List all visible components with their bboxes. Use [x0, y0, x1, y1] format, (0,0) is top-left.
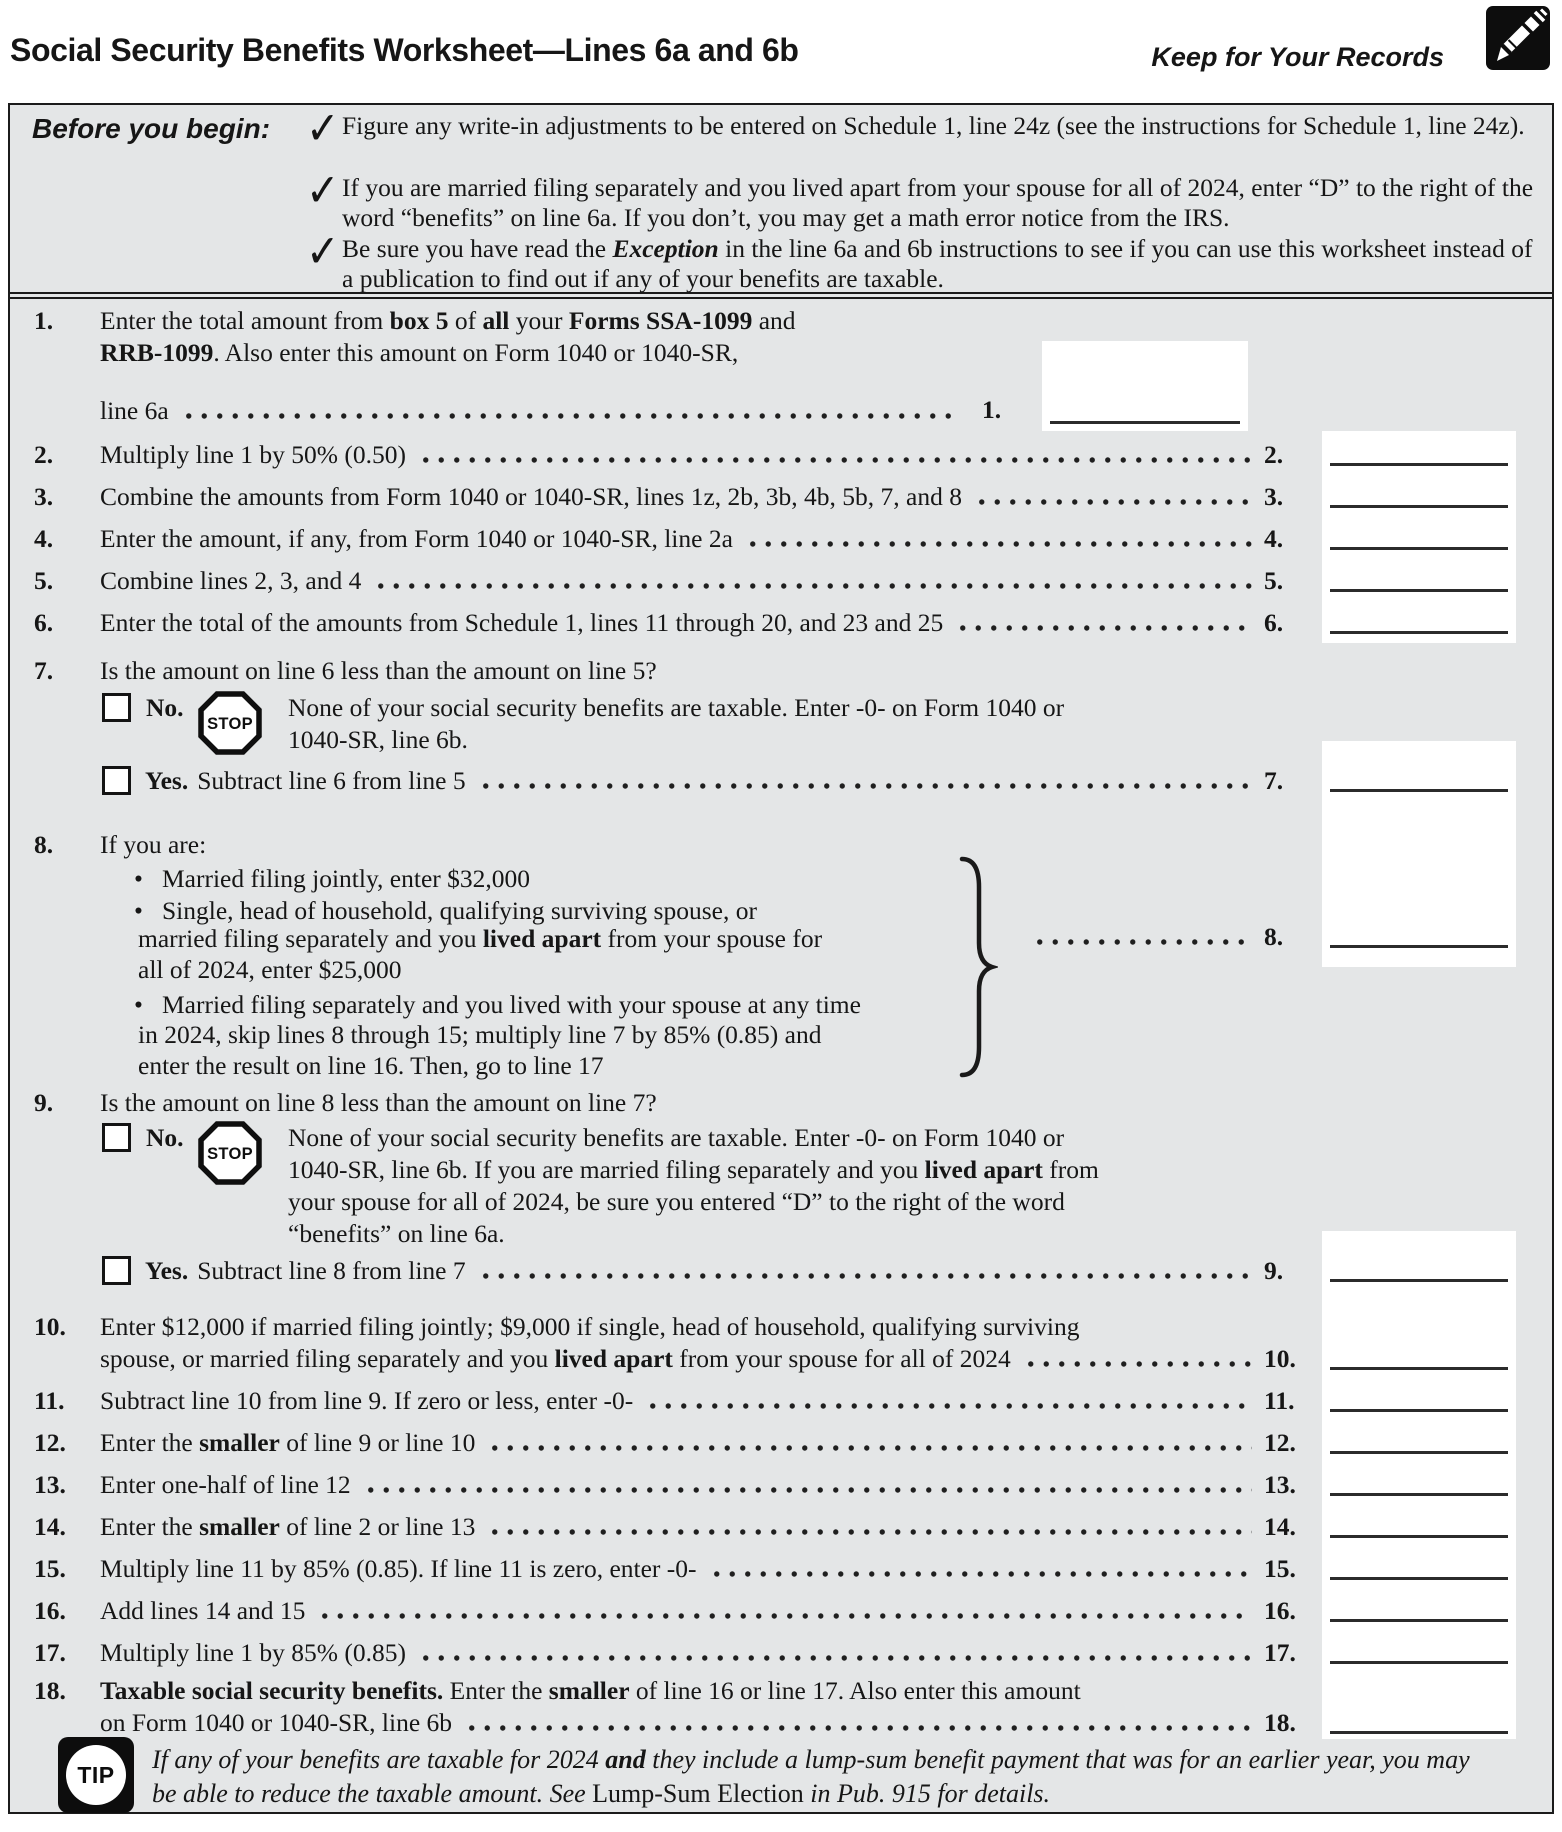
line-10-number: 10.: [34, 1312, 66, 1341]
line-14-text: Enter the smaller of line 2 or line 13: [100, 1512, 476, 1541]
line-2-number: 2.: [34, 440, 54, 469]
amount-field-line-1[interactable]: [1050, 421, 1240, 424]
amount-field-line-11[interactable]: [1330, 1409, 1508, 1412]
line-9-yes-label: Yes.: [145, 1256, 189, 1285]
line-9-ref-label: 9.: [1264, 1256, 1284, 1285]
line-6-ref-label: 6.: [1264, 608, 1284, 637]
line-7-no-label: No.: [146, 693, 184, 722]
amount-field-line-10[interactable]: [1330, 1367, 1508, 1370]
line-13-row: [34, 1469, 1314, 1499]
line-8-bullet-2-text-2: married filing separately and you lived apart from your spouse for: [138, 924, 823, 953]
pencil-icon: [1486, 6, 1550, 70]
dotted-leader: [315, 1595, 1252, 1625]
line-9-number: 9.: [34, 1088, 54, 1117]
amount-field-line-8[interactable]: [1330, 945, 1508, 948]
line-1-row-1: [34, 305, 1034, 335]
line-15-number: 15.: [34, 1554, 66, 1583]
line-9-no-text-2: 1040-SR, line 6b. If you are married filing separately and you lived apart from: [288, 1155, 1099, 1184]
line-17-number: 17.: [34, 1638, 66, 1667]
dotted-leader: [485, 1427, 1252, 1457]
stop-icon-label: STOP: [207, 715, 253, 733]
line-15-ref-label: 15.: [1264, 1554, 1296, 1583]
line-8-question-row: [34, 829, 934, 859]
line-6-text: Enter the total of the amounts from Schedule 1, lines 11 through 20, and 23 and 25: [100, 608, 944, 637]
dotted-leader: [1030, 921, 1252, 951]
worksheet-body: [8, 103, 1554, 1814]
check-icon: ✓: [306, 102, 340, 156]
line-14-number: 14.: [34, 1512, 66, 1541]
line-4-ref-label: 4.: [1264, 524, 1284, 553]
line-16-row: [34, 1595, 1314, 1625]
line-1-ref-label: 1.: [982, 395, 1002, 424]
dotted-leader: [361, 1469, 1252, 1499]
dotted-leader: [953, 607, 1252, 637]
bullet-icon: •: [134, 896, 143, 925]
tip-icon: [58, 1737, 134, 1813]
line-12-number: 12.: [34, 1428, 66, 1457]
amount-field-line-4[interactable]: [1330, 547, 1508, 550]
dotted-leader: [371, 565, 1252, 595]
line-8-bullet-2: [134, 895, 954, 925]
amount-field-line-2[interactable]: [1330, 463, 1508, 466]
keep-for-records-label: Keep for Your Records: [1151, 42, 1444, 72]
line-8-bullet-2-text-3: all of 2024, enter $25,000: [138, 955, 402, 984]
amount-field-line-5[interactable]: [1330, 589, 1508, 592]
line-11-ref-label: 11.: [1264, 1386, 1295, 1415]
line-17-text: Multiply line 1 by 85% (0.85): [100, 1638, 406, 1667]
line-10-ref-label: 10.: [1264, 1344, 1296, 1373]
bullet-icon: •: [134, 990, 143, 1019]
line-6-row: [34, 607, 1314, 637]
line-10-row-2: [34, 1343, 1314, 1373]
line-2-ref-label: 2.: [1264, 440, 1284, 469]
line-18-ref-label: 18.: [1264, 1708, 1296, 1737]
line-18-text-2: on Form 1040 or 1040-SR, line 6b: [100, 1708, 453, 1737]
line-2-row: [34, 439, 1314, 469]
amount-field-line-9[interactable]: [1330, 1279, 1508, 1282]
line-12-ref-label: 12.: [1264, 1428, 1296, 1457]
line-18-row-2: [34, 1707, 1314, 1737]
line-8-bullet-3-text-2: in 2024, skip lines 8 through 15; multiply line 7 by 85% (0.85) and: [138, 1020, 822, 1049]
dotted-leader: [1021, 1343, 1252, 1373]
line-1-text-2: RRB-1099. Also enter this amount on Form 1040 or 1040-SR,: [100, 338, 739, 367]
line-9-yes-text: Subtract line 8 from line 7: [197, 1256, 466, 1285]
amount-field-line-13[interactable]: [1330, 1493, 1508, 1496]
dotted-leader: [743, 523, 1252, 553]
dotted-leader: [179, 395, 952, 425]
line-17-ref-label: 17.: [1264, 1638, 1296, 1667]
bullet-icon: •: [134, 864, 143, 893]
line-8-number: 8.: [34, 830, 54, 859]
line-5-text: Combine lines 2, 3, and 4: [100, 566, 362, 595]
before-item-1-text: Figure any write-in adjustments to be entered on Schedule 1, line 24z (see the instructions for Schedule 1, line 24z).: [342, 111, 1525, 140]
before-item-2: [306, 164, 1547, 233]
line-4-row: [34, 523, 1314, 553]
stop-icon-label: STOP: [207, 1145, 253, 1163]
line-8-bullet-3-text-1: Married filing separately and you lived with your spouse at any time: [162, 990, 861, 1019]
line-8-bullet-3-text-3: enter the result on line 16. Then, go to line 17: [138, 1051, 604, 1080]
line-8-intro: If you are:: [100, 830, 207, 859]
stop-icon: [198, 691, 262, 755]
dotted-leader: [462, 1707, 1252, 1737]
line-1-row-2: [34, 337, 1034, 367]
line-11-number: 11.: [34, 1386, 65, 1415]
amount-field-line-7[interactable]: [1330, 789, 1508, 792]
line-15-text: Multiply line 11 by 85% (0.85). If line 11 is zero, enter -0-: [100, 1554, 697, 1583]
line-15-row: [34, 1553, 1314, 1583]
line-16-ref-label: 16.: [1264, 1596, 1296, 1625]
line-8-bullet-1-text: Married filing jointly, enter $32,000: [162, 864, 531, 893]
line-3-text: Combine the amounts from Form 1040 or 1040-SR, lines 1z, 2b, 3b, 4b, 5b, 7, and 8: [100, 482, 962, 511]
line-12-text: Enter the smaller of line 9 or line 10: [100, 1428, 476, 1457]
line-4-number: 4.: [34, 524, 54, 553]
line-3-ref-label: 3.: [1264, 482, 1284, 511]
line-16-text: Add lines 14 and 15: [100, 1596, 306, 1625]
check-icon: ✓: [306, 164, 340, 218]
amount-field-line-3[interactable]: [1330, 505, 1508, 508]
brace-icon: [954, 855, 998, 1079]
line-7-no-text-1: None of your social security benefits are taxable. Enter -0- on Form 1040 or: [288, 693, 1065, 722]
line-1-text-3: line 6a: [100, 396, 169, 425]
line-9-no-text-1: None of your social security benefits are taxable. Enter -0- on Form 1040 or: [288, 1123, 1065, 1152]
line-7-question-row: [34, 655, 1034, 685]
line-13-text: Enter one-half of line 12: [100, 1470, 351, 1499]
line-17-row: [34, 1637, 1314, 1667]
line-7-no-text-2: 1040-SR, line 6b.: [288, 725, 468, 754]
line-18-number: 18.: [34, 1676, 66, 1705]
amount-field-line-14[interactable]: [1330, 1535, 1508, 1538]
checkbox-line-9-yes[interactable]: [102, 1256, 131, 1285]
line-7-yes-text: Subtract line 6 from line 5: [197, 766, 466, 795]
dotted-leader: [643, 1385, 1252, 1415]
line-1-row-3: [34, 395, 960, 425]
line-8-bullet-2-text-1: Single, head of household, qualifying surviving spouse, or: [162, 896, 757, 925]
line-9-yes-row: [102, 1255, 1314, 1285]
line-13-ref-label: 13.: [1264, 1470, 1296, 1499]
dotted-leader: [476, 765, 1252, 795]
tip-icon-label: TIP: [66, 1745, 126, 1805]
line-9-no-label: No.: [146, 1123, 184, 1152]
check-icon: ✓: [306, 225, 340, 279]
line-7-number: 7.: [34, 656, 54, 685]
line-10-row-1: [34, 1311, 1314, 1341]
before-item-2-text: If you are married filing separately and you lived apart from your spouse for all of 2024, enter “D” to the right of the word “benefits” on line 6a. If you don’t, you may get a math error notice from the IRS.: [342, 173, 1534, 232]
amount-field-line-17[interactable]: [1330, 1661, 1508, 1664]
line-10-text-2: spouse, or married filing separately and you lived apart from your spouse for all of 2024: [100, 1344, 1011, 1373]
line-9-question: Is the amount on line 8 less than the amount on line 7?: [100, 1088, 657, 1117]
checkbox-line-7-no[interactable]: [102, 693, 131, 722]
checkbox-line-7-yes[interactable]: [102, 766, 131, 795]
line-7-yes-row: [102, 765, 1314, 795]
line-3-row: [34, 481, 1314, 511]
dotted-leader: [416, 1637, 1252, 1667]
line-2-text: Multiply line 1 by 50% (0.50): [100, 440, 406, 469]
line-11-row: [34, 1385, 1314, 1415]
before-item-3: [306, 225, 1547, 294]
line-5-number: 5.: [34, 566, 54, 595]
line-10-text-1: Enter $12,000 if married filing jointly; $9,000 if single, head of household, qualifying surviving: [100, 1312, 1080, 1341]
line-18-text-1: Taxable social security benefits. Enter the smaller of line 16 or line 17. Also enter this amount: [100, 1676, 1081, 1705]
amount-field-line-12[interactable]: [1330, 1451, 1508, 1454]
line-8-bullet-1: [134, 863, 954, 893]
line-5-row: [34, 565, 1314, 595]
stop-icon: [198, 1121, 262, 1185]
line-9-no-text-3: your spouse for all of 2024, be sure you entered “D” to the right of the word: [288, 1187, 1065, 1216]
dotted-leader: [972, 481, 1252, 511]
dotted-leader: [485, 1511, 1252, 1541]
amount-box-line-1: [1042, 341, 1248, 431]
before-item-3-text: Be sure you have read the Exception in the line 6a and 6b instructions to see if you can use this worksheet instead of a publication to find out if any of your benefits are taxable.: [342, 234, 1533, 293]
line-16-number: 16.: [34, 1596, 66, 1625]
worksheet-lines-area: [10, 299, 1552, 1812]
dotted-leader: [416, 439, 1252, 469]
line-8-ref-label: 8.: [1264, 922, 1284, 951]
amount-field-line-16[interactable]: [1330, 1619, 1508, 1622]
amount-field-line-18[interactable]: [1330, 1731, 1508, 1734]
line-3-number: 3.: [34, 482, 54, 511]
before-item-1: [306, 102, 1547, 156]
line-1-number: 1.: [34, 306, 54, 335]
page-title: Social Security Benefits Worksheet—Lines 6a and 6b: [10, 32, 799, 68]
dotted-leader: [476, 1255, 1252, 1285]
line-11-text: Subtract line 10 from line 9. If zero or less, enter -0-: [100, 1386, 634, 1415]
line-13-number: 13.: [34, 1470, 66, 1499]
line-12-row: [34, 1427, 1314, 1457]
line-6-number: 6.: [34, 608, 54, 637]
before-you-begin-label: Before you begin:: [32, 113, 271, 144]
line-4-text: Enter the amount, if any, from Form 1040 or 1040-SR, line 2a: [100, 524, 733, 553]
amount-field-line-6[interactable]: [1330, 631, 1508, 634]
line-7-ref-label: 7.: [1264, 766, 1284, 795]
line-18-row-1: [34, 1675, 1314, 1705]
dotted-leader: [707, 1553, 1252, 1583]
line-9-question-row: [34, 1087, 1034, 1117]
line-7-yes-label: Yes.: [145, 766, 189, 795]
checkbox-line-9-no[interactable]: [102, 1123, 131, 1152]
amount-field-line-15[interactable]: [1330, 1577, 1508, 1580]
line-14-row: [34, 1511, 1314, 1541]
line-9-no-text-4: “benefits” on line 6a.: [288, 1219, 505, 1248]
tip-text: If any of your benefits are taxable for 2024 and they include a lump-sum benefit payment that was for an earlier year, you may be able to reduce the taxable amount. See Lump-Sum Election in Pub. 915 for details.: [152, 1745, 1470, 1808]
line-8-leader-row: [1020, 921, 1314, 951]
line-7-question: Is the amount on line 6 less than the amount on line 5?: [100, 656, 657, 685]
line-8-bullet-3: [134, 989, 954, 1019]
line-14-ref-label: 14.: [1264, 1512, 1296, 1541]
line-1-text-1: Enter the total amount from box 5 of all your Forms SSA-1099 and: [100, 306, 796, 335]
amount-box-lines-7-8: [1322, 741, 1516, 967]
before-you-begin-section: [10, 102, 1552, 299]
line-5-ref-label: 5.: [1264, 566, 1284, 595]
